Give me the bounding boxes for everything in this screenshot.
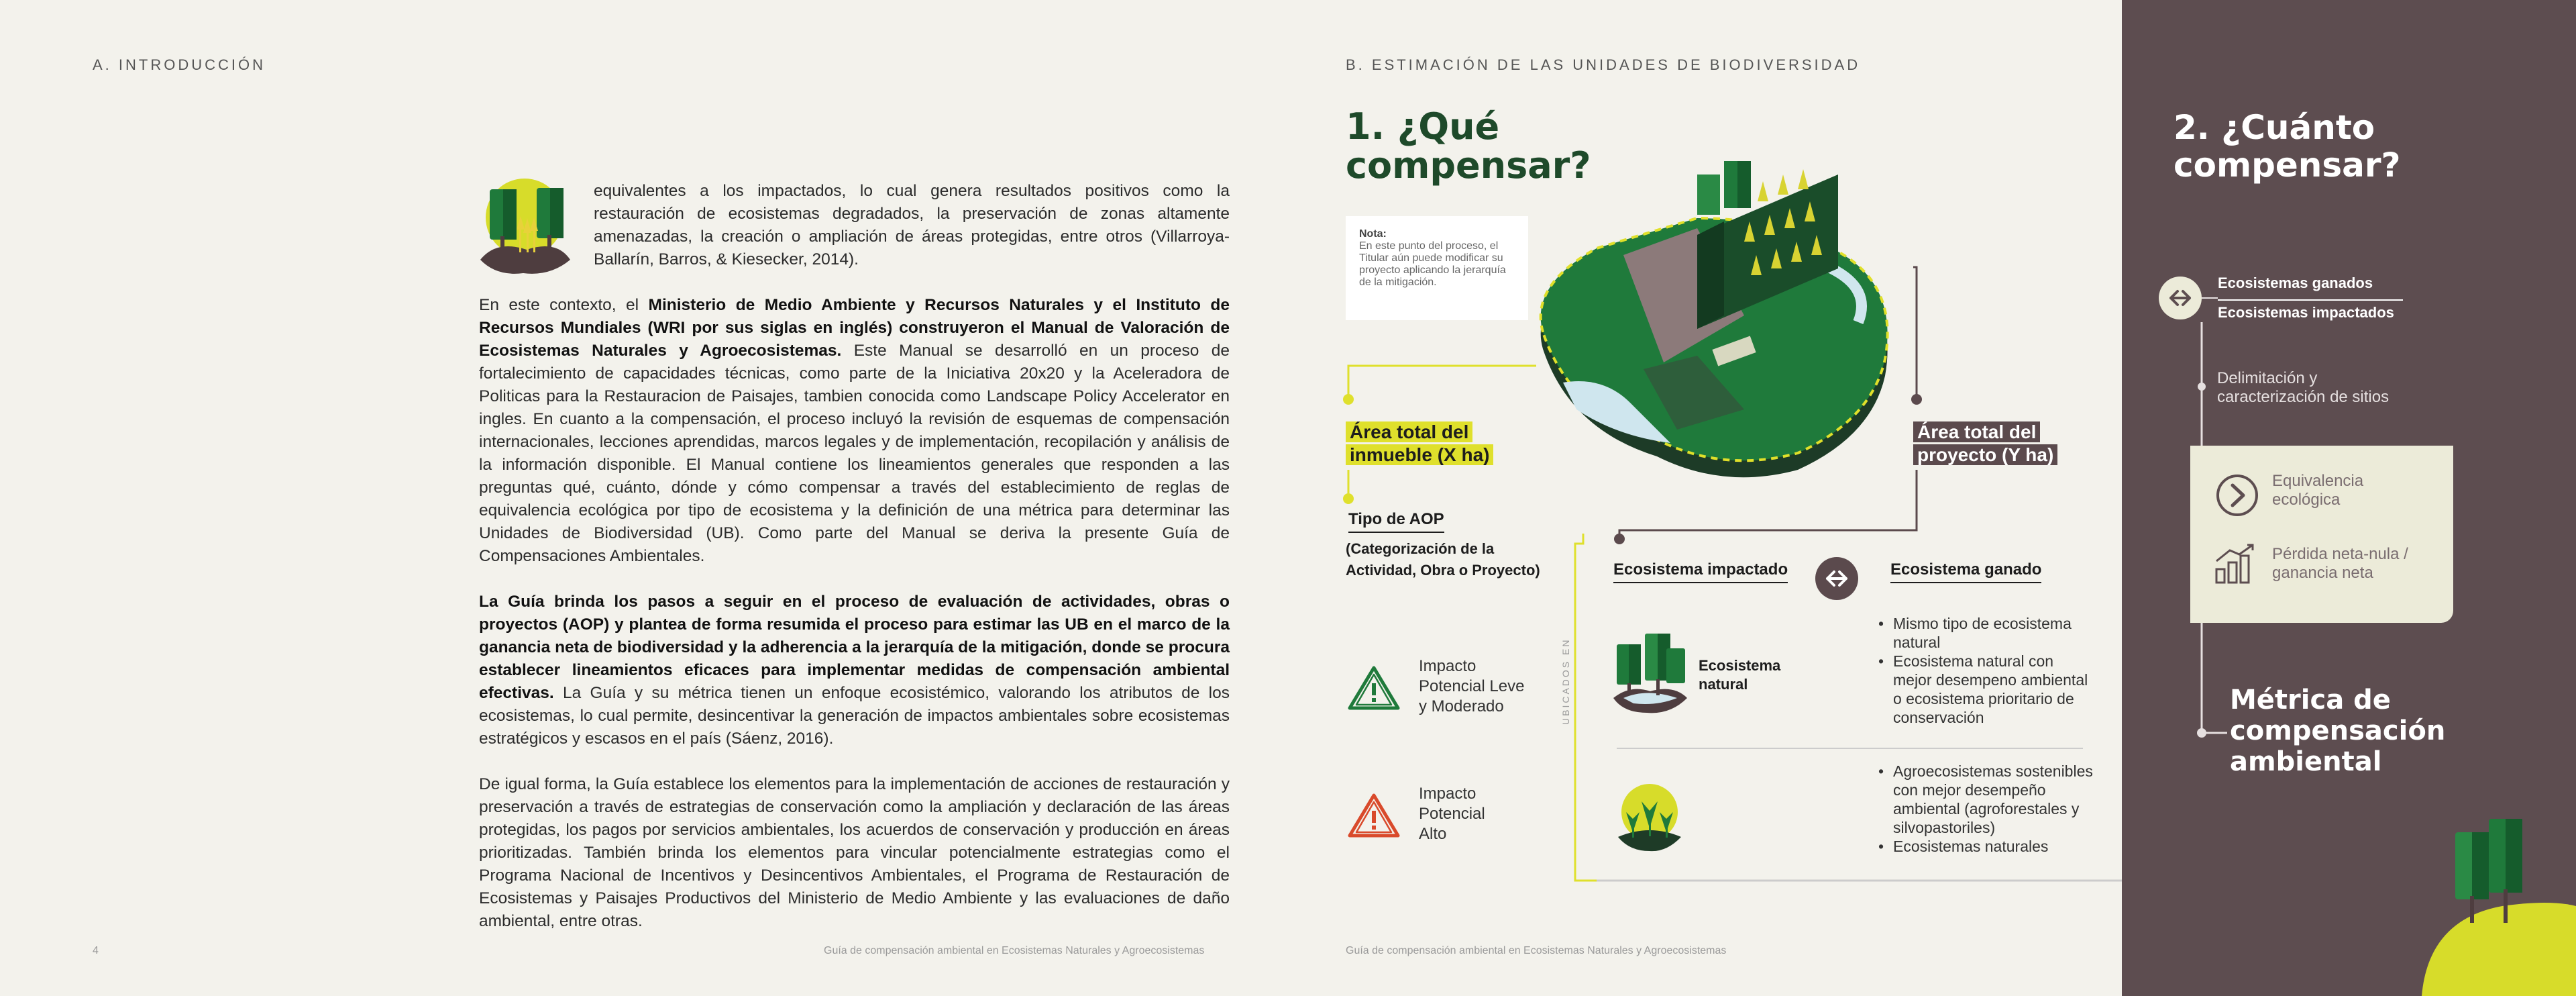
equivalencia-text: Equivalencia ecológica <box>2272 472 2364 509</box>
area-inmueble-label: Área total del inmueble (X ha) <box>1346 421 1493 466</box>
arrow-circle-icon <box>2215 473 2259 517</box>
ubicados-en-label: UBICADOS EN <box>1560 638 1571 725</box>
list-item: • Ecosistemas naturales <box>1878 837 2093 856</box>
fraction-line <box>2218 299 2403 301</box>
eco-ganado-label: Ecosistema ganado <box>1890 560 2041 583</box>
page-title-que-compensar: 1. ¿Qué compensar? <box>1346 105 1591 187</box>
delimitacion-text: Delimitación y caracterización de sitios <box>2217 369 2390 406</box>
metric-title: Métrica de compensación ambiental <box>2230 685 2446 777</box>
footer-left: Guía de compensación ambiental en Ecosistemas Naturales y Agroecosistemas <box>824 945 1205 956</box>
body-column <box>479 294 1230 956</box>
note-box: Nota: En este punto del proceso, el Titular aún puede modificar su proyecto aplicando la jerarquía de la mitigación. <box>1346 216 1528 320</box>
bullets-natural <box>1878 614 2093 727</box>
warning-red-icon <box>1347 792 1401 839</box>
perdida-text: Pérdida neta-nula / ganancia neta <box>2272 545 2408 582</box>
divider <box>2202 297 2218 299</box>
list-item: • Mismo tipo de ecosistema natural <box>1878 614 2093 652</box>
exchange-icon <box>1815 557 1858 600</box>
fraction-top: Ecosistemas ganados <box>2218 275 2373 291</box>
exchange-circle-icon <box>2159 277 2202 319</box>
hill-trees-decoration <box>2415 812 2576 996</box>
area-proyecto-label: Área total del proyecto (Y ha) <box>1913 421 2057 466</box>
list-item: • Agroecosistemas sostenibles con mejor desempeño ambiental (agroforestales y silvopastoriles) <box>1878 762 2093 837</box>
section-header-a: A. INTRODUCCIÓN <box>93 56 266 73</box>
paragraph-context: En este contexto, el Ministerio de Medio Ambiente y Recursos Naturales y el Instituto de Recursos Mundiales (WRI por sus siglas en inglés) construyeron el Manual de Valoración de Ecosistemas Naturales y Agroecosistemas. Este Manual se desarrolló en un proceso de fortalecimiento de capacidades técnicas, como parte de la Iniciativa 20x20 y la Aceleradora de Politicas para la Restauracion de Paisajes, tambien conocida como Landscape Policy Accelerator en ingles. En cuanto a la compensación, el proceso incluyó la revisión de esquemas de compensación internacionales, lecciones aprendidas, marcos legales y de implementación, recopilación y análisis de la información disponible. El Manual contiene los lineamientos generales que responden a las preguntas qué, cuánto, dónde y cómo compensar a través del establecimiento de reglas de equivalencia ecológica por tipo de ecosistema y la definición de una métrica para determinar las Unidades de Biodiversidad (UB). Como parte del Manual se deriva la presente Guía de Compensaciones Ambientales. <box>479 296 1230 565</box>
tipo-aop-label: Tipo de AOP <box>1348 510 1444 533</box>
paragraph-guide: La Guía brinda los pasos a seguir en el proceso de evaluación de actividades, obras o proyectos (AOP) y plantea de forma resumida el proceso para estimar las UB en el marco de la ganancia neta de biodiversidad y la adherencia a la jerarquía de la mitigación, donde se procura establecer lineamientos eficaces para implementar medidas de compensación ambiental efectivas. La Guía y su métrica tienen un enfoque ecosistémico, valorando los atributos de los ecosistemas, lo cual permite, desincentivar la generación de impactos ambientales sobre ecosistemas estratégicos y escasos en el país (Sáenz, 2016). <box>479 593 1230 748</box>
fraction-bottom: Ecosistemas impactados <box>2218 304 2394 321</box>
section-header-b: B. ESTIMACIÓN DE LAS UNIDADES DE BIODIVERSIDAD <box>1346 56 1861 73</box>
page-number: 4 <box>93 945 99 956</box>
side-title-cuanto-compensar: 2. ¿Cuánto compensar? <box>2174 108 2401 185</box>
paragraph-elements: De igual forma, la Guía establece los elementos para la implementación de acciones de restauración y preservación a través de estrategias de conservación como la ampliación y declaración de las áreas protegidas, los pagos por servicios ambientales, los acuerdos de conservación y producción en áreas prioritizadas. También brinda los elementos para vincular potencialmente estrategias como el Programa Nacional de Incentivos y Desincentivos Ambientales, el Programa de Restauración de Ecosistemas y Paisajes Productivos del Ministerio de Medio Ambiente y las evaluaciones de daño ambiental, entre otras. <box>479 775 1230 930</box>
bar-chart-icon <box>2214 542 2258 584</box>
forest-icon <box>470 176 584 277</box>
natural-ecosystem-icon <box>1610 631 1690 715</box>
warning-green-icon <box>1347 664 1401 711</box>
footer-right: Guía de compensación ambiental en Ecosistemas Naturales y Agroecosistemas <box>1346 945 1727 956</box>
list-item: • Ecosistema natural con mejor desempeno ambiental o ecosistema prioritario de conservación <box>1878 652 2093 727</box>
impact-low-text: Impacto Potencial Leve y Moderado <box>1419 657 1525 715</box>
paragraph-intro-1: equivalentes a los impactados, lo cual genera resultados positivos como la restauración de ecosistemas degradados, la preservación de zonas altamente amenazadas, la creación o ampliación de áreas protegidas, entre otros (Villarroya-Ballarín, Barros, & Kiesecker, 2014). <box>594 182 1230 268</box>
impact-high-text: Impacto Potencial Alto <box>1419 785 1485 843</box>
eco-impactado-label: Ecosistema impactado <box>1613 560 1788 583</box>
aop-subtitle: (Categorización de la Actividad, Obra o Proyecto) <box>1346 540 1540 579</box>
eco-natural-label: Ecosistema natural <box>1699 657 1781 693</box>
bullets-agro <box>1878 762 2093 856</box>
agroecosystem-icon <box>1613 780 1686 854</box>
